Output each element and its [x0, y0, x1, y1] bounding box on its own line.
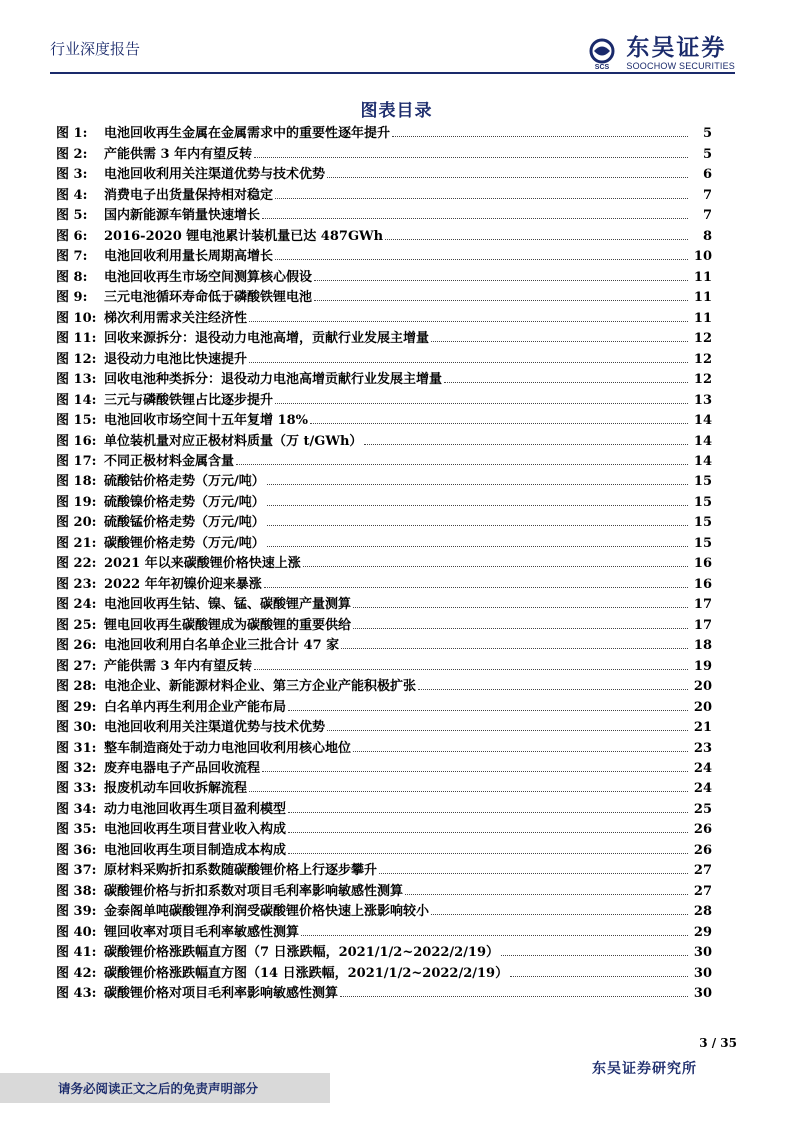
toc-dot-leader — [249, 791, 688, 792]
toc-entry[interactable] — [56, 571, 712, 591]
toc-entry[interactable] — [56, 182, 712, 202]
page-indicator: 3 / 35 — [699, 1036, 737, 1050]
soochow-logo-icon — [584, 38, 620, 70]
toc-entry-page[interactable]: 27 — [693, 863, 712, 879]
toc-entry-label: 图 9: — [56, 290, 88, 306]
toc-entry-page[interactable]: 7 — [702, 187, 712, 203]
toc-dot-leader — [501, 955, 688, 956]
toc-entry-page[interactable]: 5 — [702, 126, 712, 142]
toc-entry-label: 图 2: — [56, 146, 88, 162]
toc-entry-label: 图 28: — [56, 679, 97, 695]
toc-entry-label: 图 1: — [56, 126, 88, 142]
toc-entry-title[interactable]: 产能供需 3 年内有望反转 — [104, 658, 253, 674]
toc-entry-title[interactable]: 三元与磷酸铁锂占比逐步提升 — [104, 392, 274, 408]
toc-entry[interactable] — [56, 715, 712, 735]
toc-entry-title[interactable]: 电池回收利用量长周期高增长 — [104, 249, 274, 265]
toc-dot-leader — [267, 525, 688, 526]
logo-chinese-name: 东吴证券 — [626, 35, 727, 61]
toc-entry-label: 图 7: — [56, 249, 88, 265]
toc-entry-title[interactable]: 碳酸锂价格对项目毛利率影响敏感性测算 — [104, 986, 339, 1002]
toc-entry-title[interactable]: 电池回收利用白名单企业三批合计 47 家 — [104, 638, 340, 654]
toc-dot-leader — [314, 280, 688, 281]
toc-entry-title[interactable]: 电池回收再生金属在金属需求中的重要性逐年提升 — [104, 126, 391, 142]
toc-entry[interactable] — [56, 449, 712, 469]
toc-entry-label: 图 20: — [56, 515, 97, 531]
toc-entry-page[interactable]: 20 — [693, 699, 712, 715]
toc-entry-label: 图 30: — [56, 720, 97, 736]
toc-dot-leader — [364, 444, 688, 445]
logo-mark-text: SCS — [595, 63, 610, 70]
toc-dot-leader — [385, 239, 688, 240]
toc-entry-page[interactable]: 12 — [693, 372, 712, 388]
toc-entry-label: 图 21: — [56, 535, 97, 551]
toc-entry-page[interactable]: 15 — [693, 474, 712, 490]
toc-entry-title[interactable]: 电池回收市场空间十五年复增 18% — [104, 413, 308, 429]
toc-dot-leader — [444, 382, 688, 383]
toc-dot-leader — [264, 587, 688, 588]
toc-entry-title[interactable]: 锂回收率对项目毛利率敏感性测算 — [104, 924, 300, 940]
toc-entry-label: 图 19: — [56, 494, 97, 510]
toc-title: 图表目录 — [360, 101, 433, 121]
toc-dot-leader — [254, 669, 688, 670]
toc-entry[interactable] — [56, 960, 712, 980]
toc-entry[interactable] — [56, 940, 712, 960]
toc-entry-page[interactable]: 14 — [693, 453, 712, 469]
toc-entry[interactable] — [56, 981, 712, 1001]
toc-entry[interactable] — [56, 878, 712, 898]
toc-entry-page[interactable]: 20 — [693, 679, 712, 695]
toc-entry-title[interactable]: 废弃电器电子产品回收流程 — [104, 761, 261, 776]
toc-dot-leader — [510, 976, 688, 977]
toc-entry-title[interactable]: 单位装机量对应正极材料质量（万 t/GWh） — [104, 433, 363, 449]
toc-entry-title[interactable]: 退役动力电池比快速提升 — [104, 351, 248, 367]
toc-entry-label: 图 16: — [56, 433, 97, 449]
toc-dot-leader — [275, 403, 688, 404]
toc-entry-page[interactable]: 23 — [693, 740, 712, 756]
header-divider — [50, 72, 735, 74]
toc-entry[interactable] — [56, 817, 712, 837]
toc-entry-label: 图 22: — [56, 556, 97, 572]
toc-entry[interactable] — [56, 162, 712, 182]
toc-dot-leader — [379, 873, 688, 874]
toc-dot-leader — [340, 996, 688, 997]
toc-entry-page[interactable]: 16 — [693, 576, 712, 592]
toc-dot-leader — [262, 218, 688, 219]
toc-dot-leader — [262, 771, 688, 772]
toc-entry[interactable] — [56, 223, 712, 243]
toc-dot-leader — [301, 935, 688, 936]
toc-entry[interactable] — [56, 899, 712, 919]
toc-entry-title[interactable]: 不同正极材料金属含量 — [104, 453, 235, 469]
toc-entry[interactable] — [56, 858, 712, 878]
toc-dot-leader — [267, 546, 688, 547]
toc-entry-page[interactable]: 12 — [693, 351, 712, 367]
toc-dot-leader — [405, 894, 688, 895]
toc-entry-page[interactable]: 14 — [693, 433, 712, 449]
toc-entry-page[interactable]: 15 — [693, 494, 712, 510]
toc-entry[interactable] — [56, 469, 712, 489]
toc-entry-title[interactable]: 整车制造商处于动力电池回收利用核心地位 — [104, 740, 352, 756]
toc-entry[interactable] — [56, 653, 712, 673]
toc-entry[interactable] — [56, 674, 712, 694]
toc-entry-title[interactable]: 电池回收利用关注渠道优势与技术优势 — [104, 720, 326, 736]
toc-dot-leader — [392, 136, 688, 137]
toc-entry-page[interactable]: 24 — [693, 781, 712, 797]
toc-entry[interactable] — [56, 796, 712, 816]
toc-entry-title[interactable]: 锂电回收再生碳酸锂成为碳酸锂的重要供给 — [104, 617, 352, 633]
toc-entry-title[interactable]: 2021 年以来碳酸锂价格快速上涨 — [104, 556, 301, 572]
toc-entry-title[interactable]: 电池企业、新能源材料企业、第三方企业产能积极扩张 — [104, 679, 417, 695]
toc-dot-leader — [267, 484, 688, 485]
toc-entry[interactable] — [56, 346, 712, 366]
toc-entry-page[interactable]: 15 — [693, 515, 712, 531]
toc-entry-title[interactable]: 电池回收再生钴、镍、锰、碳酸锂产量测算 — [104, 597, 352, 613]
toc-entry-label: 图 27: — [56, 658, 97, 674]
toc-entry-page[interactable]: 11 — [693, 290, 712, 306]
toc-dot-leader — [327, 730, 688, 731]
toc-entry[interactable] — [56, 530, 712, 550]
table-of-figures — [56, 121, 712, 1001]
toc-entry-label: 图 32: — [56, 761, 97, 776]
toc-entry-title[interactable]: 消费电子出货量保持相对稳定 — [104, 187, 274, 203]
toc-dot-leader — [353, 751, 688, 752]
toc-entry-label: 图 41: — [56, 945, 97, 961]
toc-entry-label: 图 36: — [56, 842, 97, 858]
toc-entry-page[interactable]: 26 — [693, 822, 712, 838]
toc-entry-label: 图 4: — [56, 187, 88, 203]
toc-entry-title[interactable]: 产能供需 3 年内有望反转 — [104, 146, 253, 162]
toc-dot-leader — [327, 177, 688, 178]
toc-entry-page[interactable]: 27 — [693, 883, 712, 899]
toc-entry-label: 图 15: — [56, 413, 97, 429]
toc-entry[interactable] — [56, 121, 712, 141]
toc-dot-leader — [249, 362, 688, 363]
toc-entry-title[interactable]: 金泰阁单吨碳酸锂净利润受碳酸锂价格快速上涨影响较小 — [104, 904, 430, 920]
toc-entry-title[interactable]: 电池回收利用关注渠道优势与技术优势 — [104, 167, 326, 183]
toc-dot-leader — [275, 259, 688, 260]
toc-entry-page[interactable]: 17 — [693, 617, 712, 633]
toc-dot-leader — [288, 853, 688, 854]
toc-entry-label: 图 11: — [56, 331, 97, 347]
toc-entry-title[interactable]: 白名单内再生利用企业产能布局 — [104, 699, 287, 715]
toc-entry-title[interactable]: 国内新能源车销量快速增长 — [104, 208, 261, 224]
toc-entry[interactable] — [56, 551, 712, 571]
toc-entry[interactable] — [56, 141, 712, 161]
toc-entry[interactable] — [56, 837, 712, 857]
toc-entry-label: 图 43: — [56, 986, 97, 1002]
toc-entry[interactable] — [56, 305, 712, 325]
toc-dot-leader — [303, 566, 688, 567]
toc-entry-label: 图 8: — [56, 269, 88, 285]
toc-entry-label: 图 5: — [56, 208, 88, 224]
toc-dot-leader — [431, 914, 688, 915]
toc-dot-leader — [267, 505, 688, 506]
toc-entry[interactable] — [56, 285, 712, 305]
toc-entry[interactable] — [56, 489, 712, 509]
logo-english-name: SOOCHOW SECURITIES — [626, 61, 735, 71]
institute-name: 东吴证券研究所 — [592, 1061, 697, 1077]
toc-entry-label: 图 29: — [56, 699, 97, 715]
toc-entry[interactable] — [56, 735, 712, 755]
toc-entry-label: 图 25: — [56, 617, 97, 633]
toc-entry-title[interactable]: 回收来源拆分：退役动力电池高增，贡献行业发展主增量 — [104, 331, 430, 347]
toc-dot-leader — [288, 812, 688, 813]
toc-entry-title[interactable]: 报废机动车回收拆解流程 — [104, 781, 248, 797]
toc-entry-title[interactable]: 电池回收再生项目制造成本构成 — [104, 842, 287, 858]
toc-entry-title[interactable]: 硫酸钴价格走势（万元/吨） — [104, 474, 265, 490]
toc-dot-leader — [249, 321, 688, 322]
toc-entry-page[interactable]: 13 — [693, 392, 712, 408]
toc-entry-page[interactable]: 11 — [693, 310, 712, 326]
toc-entry-label: 图 33: — [56, 781, 97, 797]
toc-entry[interactable] — [56, 612, 712, 632]
toc-dot-leader — [275, 198, 688, 199]
toc-entry-label: 图 6: — [56, 228, 88, 244]
toc-entry[interactable] — [56, 203, 712, 223]
toc-entry-label: 图 18: — [56, 474, 97, 490]
toc-entry-page[interactable]: 16 — [693, 556, 712, 572]
toc-dot-leader — [431, 341, 688, 342]
toc-entry-page[interactable]: 6 — [702, 167, 712, 183]
toc-entry-title[interactable]: 电池回收再生项目营业收入构成 — [104, 822, 287, 838]
toc-entry-page[interactable]: 11 — [693, 269, 712, 285]
toc-entry-page[interactable]: 18 — [693, 638, 712, 654]
toc-entry-page[interactable]: 17 — [693, 597, 712, 613]
toc-entry[interactable] — [56, 326, 712, 346]
toc-entry-page[interactable]: 8 — [702, 228, 712, 244]
toc-entry-title[interactable]: 硫酸锰价格走势（万元/吨） — [104, 515, 265, 531]
toc-entry-page[interactable]: 30 — [693, 965, 712, 981]
toc-entry[interactable] — [56, 919, 712, 939]
toc-entry-page[interactable]: 28 — [693, 904, 712, 920]
toc-entry-page[interactable]: 21 — [693, 720, 712, 736]
toc-entry-page[interactable]: 12 — [693, 331, 712, 347]
toc-entry-page[interactable]: 30 — [693, 986, 712, 1002]
toc-entry-label: 图 17: — [56, 453, 97, 469]
toc-entry-label: 图 24: — [56, 597, 97, 613]
toc-entry-title[interactable]: 梯次利用需求关注经济性 — [104, 310, 248, 326]
toc-entry-label: 图 12: — [56, 351, 97, 367]
toc-entry-title[interactable]: 原材料采购折扣系数随碳酸锂价格上行逐步攀升 — [104, 863, 378, 879]
toc-entry[interactable] — [56, 428, 712, 448]
toc-entry-label: 图 14: — [56, 392, 97, 408]
toc-entry[interactable] — [56, 694, 712, 714]
toc-entry-title[interactable]: 2016-2020 锂电池累计装机量已达 487GWh — [104, 228, 384, 244]
toc-entry-title[interactable]: 碳酸锂价格涨跌幅直方图（14 日涨跌幅，2021/1/2~2022/2/19） — [104, 965, 509, 981]
toc-entry-title[interactable]: 碳酸锂价格走势（万元/吨） — [104, 535, 265, 551]
toc-entry[interactable] — [56, 633, 712, 653]
toc-entry-page[interactable]: 15 — [693, 535, 712, 551]
toc-entry-label: 图 23: — [56, 576, 97, 592]
toc-entry-label: 图 31: — [56, 740, 97, 756]
toc-entry-title[interactable]: 动力电池回收再生项目盈利模型 — [104, 801, 287, 817]
toc-entry-label: 图 37: — [56, 863, 97, 879]
toc-entry[interactable] — [56, 387, 712, 407]
toc-entry-page[interactable]: 30 — [693, 945, 712, 961]
toc-entry-title[interactable]: 2022 年年初镍价迎来暴涨 — [104, 576, 262, 592]
toc-entry-title[interactable]: 碳酸锂价格与折扣系数对项目毛利率影响敏感性测算 — [104, 883, 404, 899]
disclaimer-text: 请务必阅读正文之后的免责声明部分 — [58, 1081, 259, 1096]
toc-entry-page[interactable]: 7 — [702, 208, 712, 224]
toc-dot-leader — [288, 832, 688, 833]
toc-entry[interactable] — [56, 756, 712, 776]
toc-entry-label: 图 39: — [56, 904, 97, 920]
toc-dot-leader — [353, 607, 688, 608]
toc-entry-label: 图 10: — [56, 310, 97, 326]
toc-dot-leader — [236, 464, 688, 465]
toc-entry[interactable] — [56, 408, 712, 428]
toc-entry[interactable] — [56, 367, 712, 387]
toc-dot-leader — [418, 689, 688, 690]
toc-dot-leader — [310, 423, 688, 424]
toc-dot-leader — [341, 648, 688, 649]
toc-entry[interactable] — [56, 510, 712, 530]
toc-entry-page[interactable]: 24 — [693, 761, 712, 776]
toc-entry-page[interactable]: 26 — [693, 842, 712, 858]
toc-entry-label: 图 35: — [56, 822, 97, 838]
toc-entry-label: 图 38: — [56, 883, 97, 899]
company-logo — [584, 36, 735, 71]
toc-entry-label: 图 40: — [56, 924, 97, 940]
toc-dot-leader — [314, 300, 688, 301]
toc-entry-label: 图 13: — [56, 372, 97, 388]
report-type-label: 行业深度报告 — [50, 40, 141, 58]
toc-dot-leader — [254, 157, 688, 158]
toc-entry-title[interactable]: 电池回收再生市场空间测算核心假设 — [104, 269, 313, 285]
toc-entry-page[interactable]: 10 — [693, 249, 712, 265]
toc-entry-label: 图 26: — [56, 638, 97, 654]
toc-entry-label: 图 3: — [56, 167, 88, 183]
toc-entry[interactable] — [56, 776, 712, 796]
toc-entry-title[interactable]: 碳酸锂价格涨跌幅直方图（7 日涨跌幅，2021/1/2~2022/2/19） — [104, 945, 500, 961]
toc-entry-page[interactable]: 25 — [693, 801, 712, 817]
toc-entry[interactable] — [56, 264, 712, 284]
toc-dot-leader — [353, 628, 688, 629]
toc-entry-page[interactable]: 29 — [693, 924, 712, 940]
toc-entry[interactable] — [56, 244, 712, 264]
toc-entry-label: 图 34: — [56, 801, 97, 817]
toc-entry-title[interactable]: 回收电池种类拆分：退役动力电池高增贡献行业发展主增量 — [104, 372, 443, 388]
toc-entry-page[interactable]: 5 — [702, 146, 712, 162]
toc-entry-title[interactable]: 硫酸镍价格走势（万元/吨） — [104, 494, 265, 510]
toc-entry-title[interactable]: 三元电池循环寿命低于磷酸铁锂电池 — [104, 290, 313, 306]
toc-entry-page[interactable]: 19 — [693, 658, 712, 674]
toc-dot-leader — [288, 710, 688, 711]
toc-entry[interactable] — [56, 592, 712, 612]
toc-entry-label: 图 42: — [56, 965, 97, 981]
toc-entry-page[interactable]: 14 — [693, 413, 712, 429]
